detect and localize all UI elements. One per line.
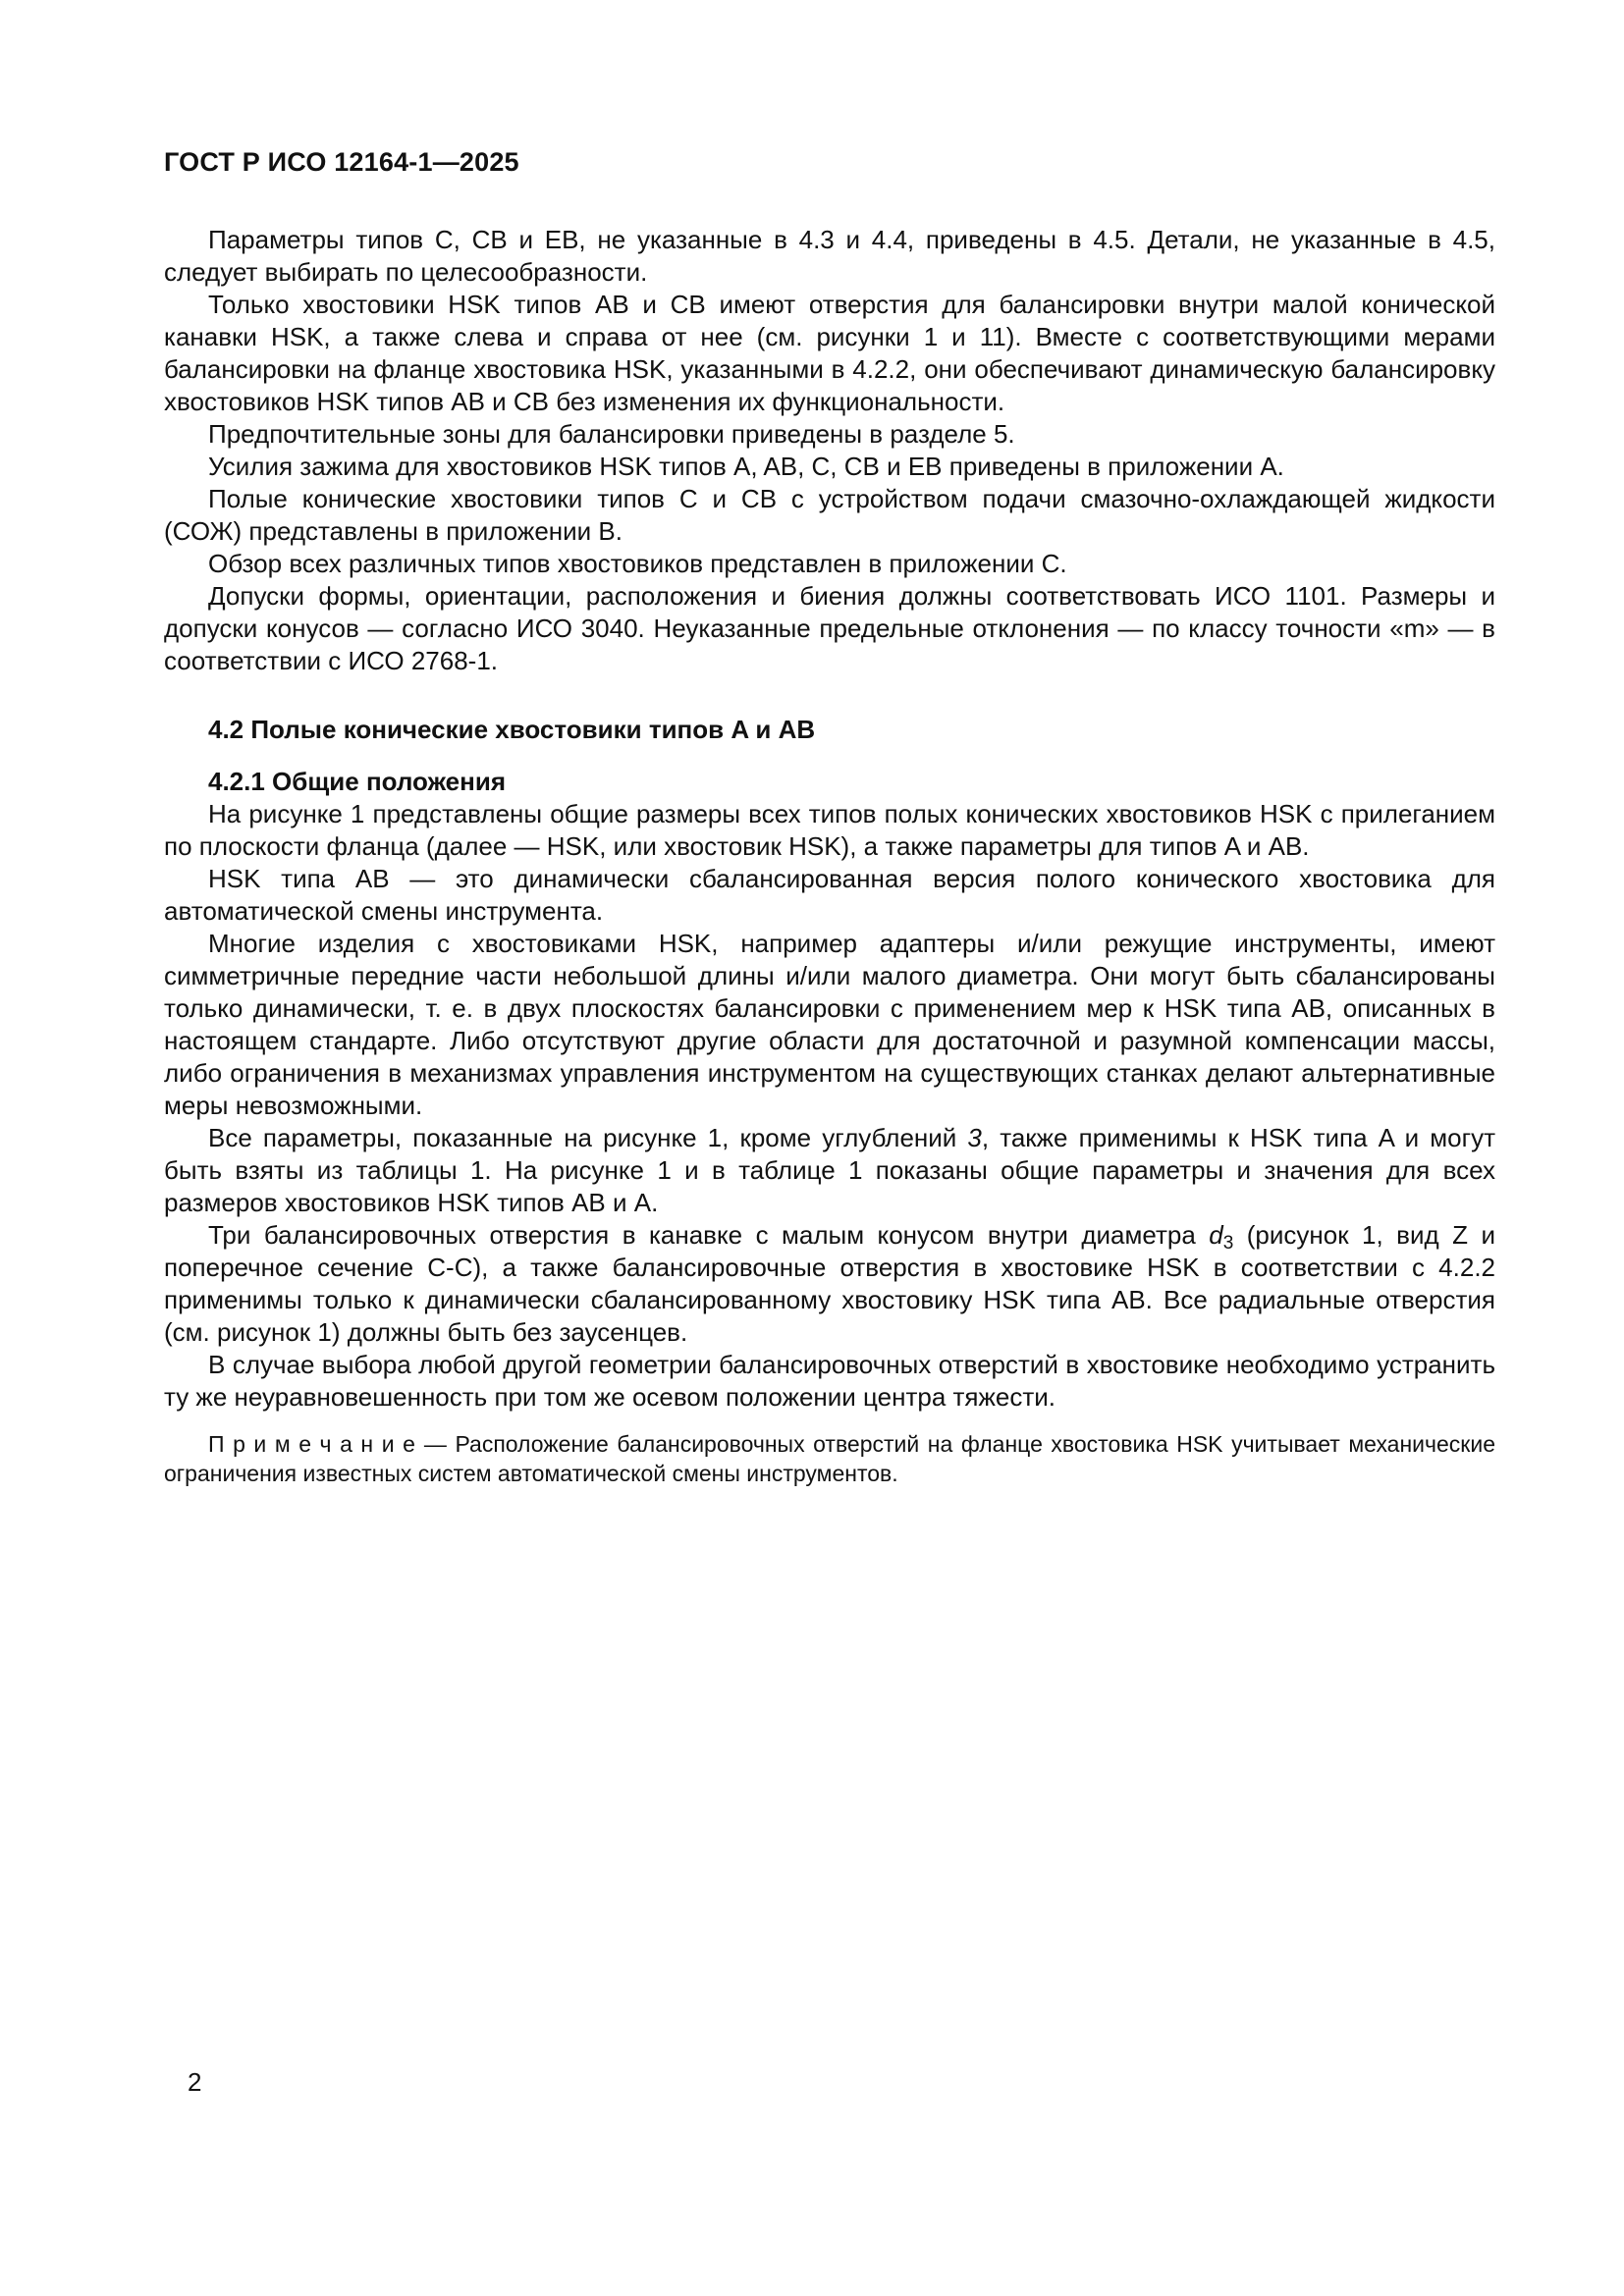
paragraph-three-balancing-holes-text-cont: (рисунок 1, вид Z и поперечное сечение C-C), а также балансировочные отверстия в хвостовике HSK в соответствии с 4.2.2 применимы только к динамически сбалансированному хвостовику HSK типа AB. Все радиальные отверстия (см. рисунок 1) должны быть без заусенцев. bbox=[164, 1220, 1495, 1347]
page-number: 2 bbox=[188, 2067, 202, 2097]
paragraph-coolant-shanks: Полые конические хвостовики типов C и CB с устройством подачи смазочно-охлаждающей жидкости (СОЖ) представлены в приложении B. bbox=[164, 484, 1495, 546]
paragraph-figure1-general-dimensions: На рисунке 1 представлены общие размеры всех типов полых конических хвостовиков HSK с прилеганием по плоскости фланца (далее — HSK, или хвостовик HSK), а также параметры для типов A и AB. bbox=[164, 799, 1495, 861]
document-body bbox=[164, 224, 1495, 1488]
document-header: ГОСТ Р ИСО 12164-1—2025 bbox=[164, 147, 519, 177]
note bbox=[164, 1429, 1495, 1488]
note-text: — Расположение балансировочных отверстий на фланце хвостовика HSK учитывает механические ограничения известных систем автоматической смены инструментов. bbox=[164, 1431, 1495, 1486]
diameter-symbol-d: d bbox=[1209, 1220, 1223, 1250]
paragraph-parameters-figure1-text: Все параметры, показанные на рисунке 1, кроме углублений bbox=[208, 1123, 968, 1152]
paragraph-alternative-geometry: В случае выбора любой другой геометрии балансировочных отверстий в хвостовике необходимо устранить ту же неуравновешенность при том же осевом положении центра тяжести. bbox=[164, 1350, 1495, 1412]
recess-ref-italic: 3 bbox=[967, 1123, 982, 1152]
diameter-symbol-subscript: 3 bbox=[1222, 1233, 1234, 1254]
paragraph-params-types-c-cb-eb: Параметры типов C, CB и EB, не указанные в 4.3 и 4.4, приведены в 4.5. Детали, не указанные в 4.5, следует выбирать по целесообразности. bbox=[164, 225, 1495, 287]
paragraph-preferred-zones: Предпочтительные зоны для балансировки приведены в разделе 5. bbox=[208, 419, 1015, 449]
note-label: П р и м е ч а н и е bbox=[208, 1431, 415, 1457]
paragraph-hsk-ab-definition: HSK типа AB — это динамически сбалансированная версия полого конического хвостовика для автоматической смены инструмента. bbox=[164, 864, 1495, 926]
section-heading-4-2: 4.2 Полые конические хвостовики типов A и AB bbox=[208, 715, 816, 744]
paragraph-three-balancing-holes-text: Три балансировочных отверстия в канавке с малым конусом внутри диаметра bbox=[208, 1220, 1210, 1250]
paragraph-clamping-forces: Усилия зажима для хвостовиков HSK типов A, AB, C, CB и EB приведены в приложении A. bbox=[208, 452, 1284, 481]
paragraph-three-balancing-holes bbox=[164, 1219, 1495, 1349]
paragraph-overview-annex-c: Обзор всех различных типов хвостовиков представлен в приложении C. bbox=[208, 549, 1067, 578]
paragraph-parameters-figure1-text-cont: , также применимы к HSK типа A и могут быть взяты из таблицы 1. На рисунке 1 и в таблице 1 показаны общие параметры и значения для всех размеров хвостовиков HSK типов AB и A. bbox=[164, 1123, 1495, 1217]
paragraph-tolerances: Допуски формы, ориентации, расположения и биения должны соответствовать ИСО 1101. Размеры и допуски конусов — согласно ИСО 3040. Неуказанные предельные отклонения — по классу точности «m» — в соответствии с ИСО 2768-1. bbox=[164, 581, 1495, 675]
paragraph-parameters-figure1 bbox=[164, 1122, 1495, 1219]
section-heading-4-2-1: 4.2.1 Общие положения bbox=[208, 767, 506, 796]
paragraph-balancing-holes-ab-cb: Только хвостовики HSK типов AB и CB имеют отверстия для балансировки внутри малой конической канавки HSK, а также слева и справа от нее (см. рисунки 1 и 11). Вместе с соответствующими мерами балансировки на фланце хвостовика HSK, указанными в 4.2.2, они обеспечивают динамическую балансировку хвостовиков HSK типов AB и CB без изменения их функциональности. bbox=[164, 290, 1495, 416]
paragraph-many-products: Многие изделия с хвостовиками HSK, например адаптеры и/или режущие инструменты, имеют симметричные передние части небольшой длины и/или малого диаметра. Они могут быть сбалансированы только динамически, т. е. в двух плоскостях балансировки с применением мер к HSK типа AB, описанных в настоящем стандарте. Либо отсутствуют другие области для достаточной и разумной компенсации массы, либо ограничения в механизмах управления инструментом на существующих станках делают альтернативные меры невозможными. bbox=[164, 929, 1495, 1120]
